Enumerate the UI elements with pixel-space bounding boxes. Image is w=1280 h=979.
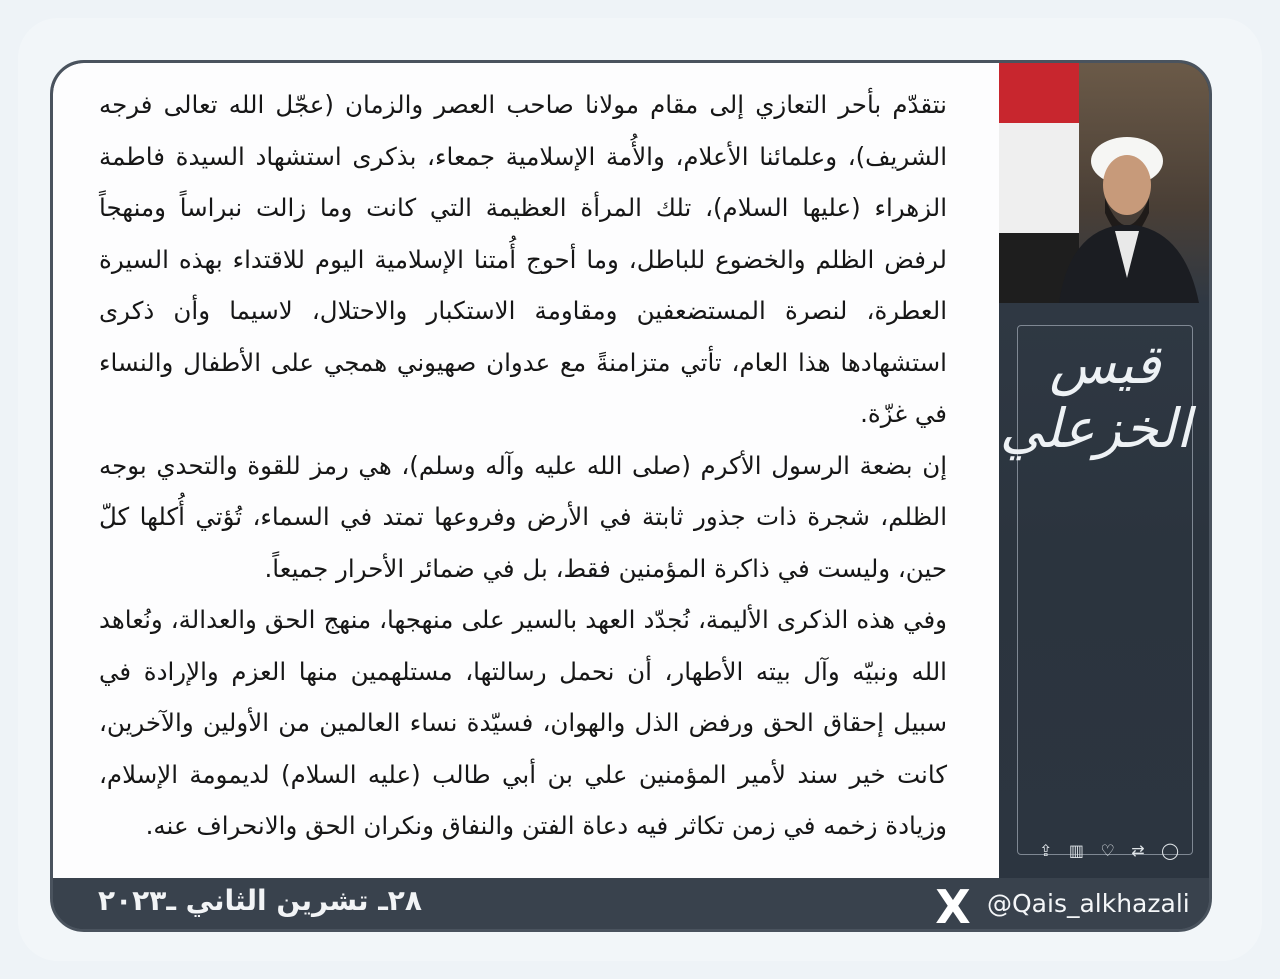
paragraph-3: وفي هذه الذكرى الأليمة، نُجدّد العهد بالسير على منهجها، منهج الحق والعدالة، ونُعاهد الله ونبيّه وآل بيته الأطهار، أن نحمل رسالتها، مستلهمين منها العزم والإرادة في سبيل إحقاق الحق ورفض الذل والهوان، فسيّدة نساء العالمين من الأولين والآخرين، كانت خير سند لأمير المؤمنين علي بن أبي طالب (عليه السلام) لديمومة الإسلام، وزيادة زخمه في زمن تكاثر فيه دعاة الفتن والنفاق ونكران الحق والانحراف عنه. xyxy=(99,605,947,840)
social-icons xyxy=(1039,838,1179,862)
account-handle[interactable]: @Qais_alkhazali xyxy=(987,889,1190,918)
statement-panel xyxy=(53,63,999,878)
statement-card xyxy=(50,60,1212,932)
stats-icon: ▥ xyxy=(1068,840,1084,860)
retweet-icon: ⇄ xyxy=(1131,840,1145,860)
paragraph-2: إن بضعة الرسول الأكرم (صلى الله عليه وآله وسلم)، هي رمز للقوة والتحدي بوجه الظلم، شجرة ذات جذور ثابتة في الأرض وفروعها تمتد في السماء، تُؤتي أُكلها كلّ حين، وليست في ذاكرة المؤمنين فقط، بل في ضمائر الأحرار جميعاً. xyxy=(99,450,947,583)
portrait-figure xyxy=(999,63,1212,303)
sidebar xyxy=(999,63,1212,878)
signature-calligraphy: قيس الخزعلي xyxy=(999,333,1191,460)
statement-text xyxy=(99,79,947,852)
footer-bar xyxy=(53,878,1212,932)
share-icon: ⇪ xyxy=(1039,840,1053,860)
date-label: ٢٨ـ تشرين الثاني ـ٢٠٢٣ xyxy=(98,884,422,917)
x-logo-icon: X xyxy=(935,880,971,932)
like-icon: ♡ xyxy=(1100,840,1115,860)
reply-icon: ◯ xyxy=(1161,840,1179,860)
paragraph-1: نتقدّم بأحر التعازي إلى مقام مولانا صاحب العصر والزمان (عجّل الله تعالى فرجه الشريف)، وعلمائنا الأعلام، والأُمة الإسلامية جمعاء، بذكرى استشهاد السيدة فاطمة الزهراء (عليها السلام)، تلك المرأة العظيمة التي كانت وما زالت نبراساً ومنهجاً لرفض الظلم والخضوع للباطل، وما أحوج أُمتنا الإسلامية اليوم للاقتداء بهذه السيرة العطرة، لنصرة المستضعفين ومقاومة الاستكبار والاحتلال، لاسيما وأن ذكرى استشهادها هذا العام، تأتي متزامنةً مع عدوان صهيوني همجي على الأطفال والنساء في غزّة. xyxy=(99,90,947,428)
portrait-photo xyxy=(999,63,1212,303)
